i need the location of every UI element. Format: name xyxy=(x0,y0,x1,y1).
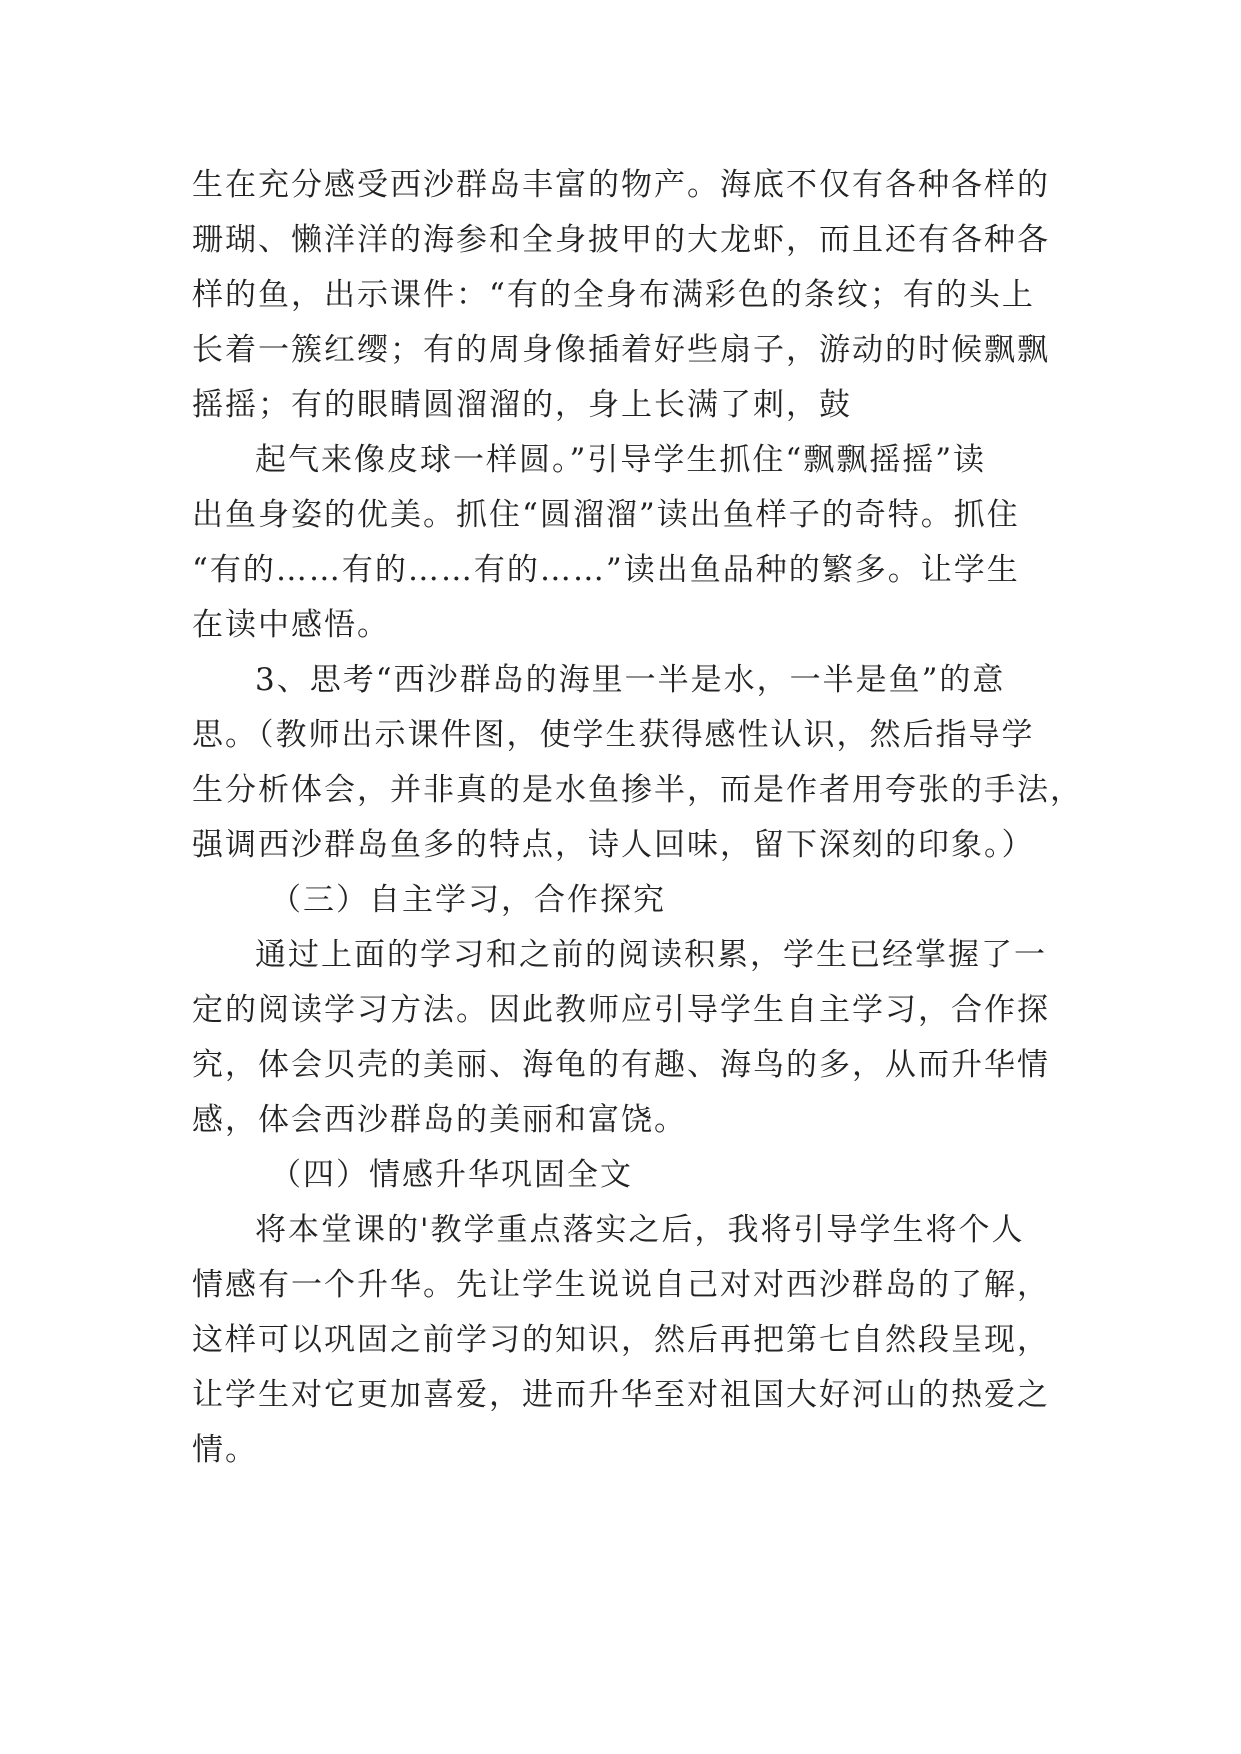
paragraph-start-line: 起气来像皮球一样圆。”引导学生抓住“飘飘摇摇”读 xyxy=(255,442,987,478)
text-line: 情。 xyxy=(192,1432,258,1468)
text-line: 情感有一个升华。先让学生说说自己对对西沙群岛的了解， xyxy=(192,1267,1050,1303)
paragraph-start-line: 将本堂课的'教学重点落实之后，我将引导学生将个人 xyxy=(255,1212,1025,1248)
text-line: 定的阅读学习方法。因此教师应引导学生自主学习，合作探 xyxy=(192,992,1050,1028)
text-line: 出鱼身姿的优美。抓住“圆溜溜”读出鱼样子的奇特。抓住 xyxy=(192,497,1020,533)
text-line: 感，体会西沙群岛的美丽和富饶。 xyxy=(192,1102,687,1138)
paragraph-start-line: 通过上面的学习和之前的阅读积累，学生已经掌握了一 xyxy=(255,937,1047,973)
section-heading: （三）自主学习，合作探究 xyxy=(270,882,666,918)
body-text xyxy=(192,158,1083,1478)
section-heading: （四）情感升华巩固全文 xyxy=(270,1157,633,1193)
text-line: 生在充分感受西沙群岛丰富的物产。海底不仅有各种各样的 xyxy=(192,167,1050,203)
text-line: 样的鱼，出示课件：“有的全身布满彩色的条纹；有的头上 xyxy=(192,277,1035,313)
text-line: 生分析体会，并非真的是水鱼掺半，而是作者用夸张的手法， xyxy=(192,772,1083,808)
text-line: 摇摇；有的眼睛圆溜溜的，身上长满了刺，鼓 xyxy=(192,387,852,423)
text-line: 强调西沙群岛鱼多的特点，诗人回味，留下深刻的印象。） xyxy=(192,827,1035,863)
text-line: 思。（教师出示课件图，使学生获得感性认识，然后指导学 xyxy=(192,717,1035,753)
text-line: 让学生对它更加喜爱，进而升华至对祖国大好河山的热爱之 xyxy=(192,1377,1050,1413)
text-line: “有的……有的……有的……”读出鱼品种的繁多。让学生 xyxy=(192,552,1020,588)
text-line: 究，体会贝壳的美丽、海龟的有趣、海鸟的多，从而升华情 xyxy=(192,1047,1050,1083)
text-line: 珊瑚、懒洋洋的海参和全身披甲的大龙虾，而且还有各种各 xyxy=(192,222,1050,258)
text-line: 在读中感悟。 xyxy=(192,607,390,643)
text-line: 这样可以巩固之前学习的知识，然后再把第七自然段呈现， xyxy=(192,1322,1050,1358)
text-line: 长着一簇红缨；有的周身像插着好些扇子，游动的时候飘飘 xyxy=(192,332,1050,368)
paragraph-start-line: 3、思考“西沙群岛的海里一半是水，一半是鱼”的意 xyxy=(255,662,1006,698)
